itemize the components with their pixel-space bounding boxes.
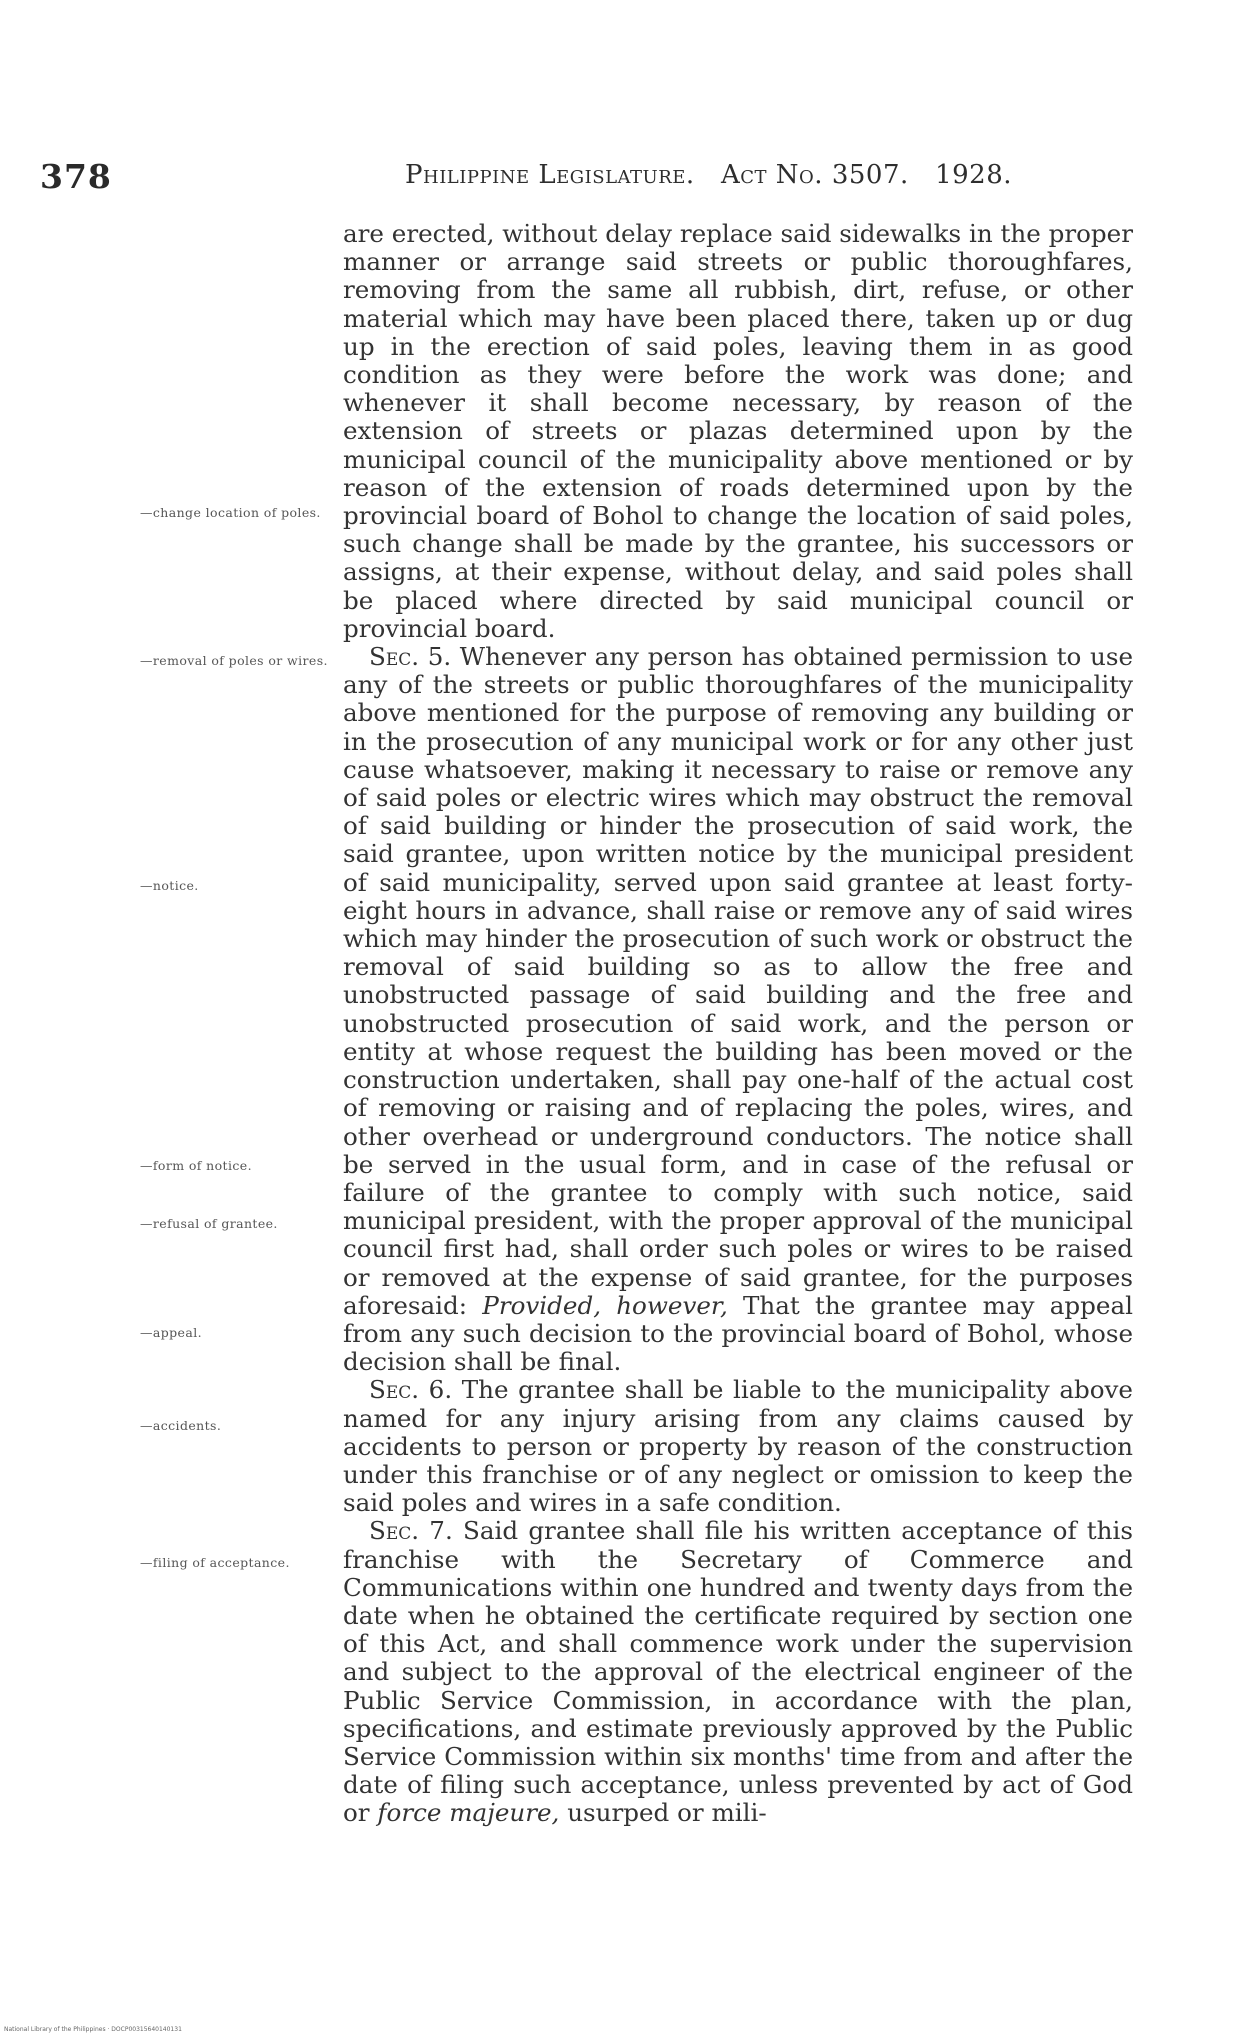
- section-5-label: Sec. 5.: [369, 642, 452, 672]
- section-7-label: Sec. 7.: [369, 1516, 453, 1546]
- margin-note-notice: —notice.: [140, 878, 199, 893]
- paragraph-continuation: are erected, without delay replace said sidewalks in the proper manner or arrange said streets or public thoroughfares, removing from the same all rubbish, dirt, refuse, or other material which may have been placed there, taken up or dug up in the erection of said poles, leaving them in as good condition as they were before the work was done; and whenever it shall become necessary, by reason of the extension of streets or plazas determined upon by the municipal council of the municipality above mentioned or by reason of the extension of roads determined upon by the provincial board of Bohol to change the location of said poles, such change shall be made by the grantee, his successors or assigns, at their expense, without delay, and said poles shall be placed where directed by said municipal council or provincial board.: [343, 219, 1133, 643]
- publication-title: Philippine Legislature.: [405, 160, 695, 190]
- section-5-text: Whenever any person has obtained permission to use any of the streets or public thoroughfares of the municipality above mentioned for the purpose of removing any building or in the prosecution of any municipal work or for any other just cause whatsoever, making it necessary to raise or remove any of said poles or electric wires which may obstruct the removal of said building or hinder the prosecution of said work, the said grantee, upon written notice by the municipal president of said municipality, served upon said grantee at least forty-eight hours in advance, shall raise or remove any of said wires which may hinder the prosecution of such work or obstruct the removal of said building so as to allow the free and unobstructed passage of said building and the free and unobstructed prosecution of said work, and the person or entity at whose request the building has been moved or the construction undertaken, shall pay one-half of the actual cost of removing or raising and of replacing the poles, wires, and other overhead or underground conductors. The notice shall be served in the usual form, and in case of the refusal or failure of the grantee to comply with such notice, said municipal president, with the proper approval of the municipal council first had, shall order such poles or wires to be raised or removed at the expense of said grantee, for the purposes aforesaid:: [343, 642, 1133, 1320]
- margin-note-refusal: —refusal of grantee.: [140, 1216, 278, 1231]
- footer-credit: National Library of the Philippines · DOCP00315640140131: [4, 2026, 182, 2033]
- section-7-text: Said grantee shall file his written acceptance of this franchise with the Secretary of Commerce and Communications within one hundred and twenty days from the date when he obtained the certificate required by section one of this Act, and shall commence work under the supervision and subject to the approval of the electrical engineer of the Public Service Commission, in accordance with the plan, specifications, and estimate previously approved by the Public Service Commission within six months' time from and after the date of filing such acceptance, unless prevented by act of God or: [343, 1516, 1133, 1828]
- margin-note-filing: —filing of acceptance.: [140, 1555, 290, 1570]
- section-5: [343, 643, 1133, 1376]
- page-number: 378: [40, 157, 112, 196]
- section-5-proviso: Provided, however,: [482, 1290, 728, 1320]
- act-number: Act No. 3507.: [720, 160, 909, 190]
- body-text: [343, 220, 1133, 1828]
- section-6: [343, 1376, 1133, 1517]
- margin-note-change-location: —change location of poles.: [140, 505, 321, 520]
- section-5-text-end: That the grantee may appeal from any such decision to the provincial board of Bohol, whose decision shall be final.: [343, 1290, 1134, 1377]
- section-7-italic: force majeure,: [377, 1798, 560, 1828]
- section-6-label: Sec. 6.: [369, 1375, 453, 1405]
- section-7-text-end: usurped or mili-: [567, 1798, 767, 1828]
- year: 1928.: [935, 160, 1013, 190]
- margin-note-accidents: —accidents.: [140, 1418, 222, 1433]
- margin-note-form-of-notice: —form of notice.: [140, 1158, 252, 1173]
- margin-note-appeal: —appeal.: [140, 1325, 202, 1340]
- running-head: [405, 160, 1012, 190]
- section-6-text: The grantee shall be liable to the municipality above named for any injury arising from any claims caused by accidents to person or property by reason of the construction under this franchise or of any neglect or omission to keep the said poles and wires in a safe condition.: [343, 1375, 1133, 1518]
- section-7: [343, 1517, 1133, 1827]
- margin-note-removal: —removal of poles or wires.: [140, 653, 328, 668]
